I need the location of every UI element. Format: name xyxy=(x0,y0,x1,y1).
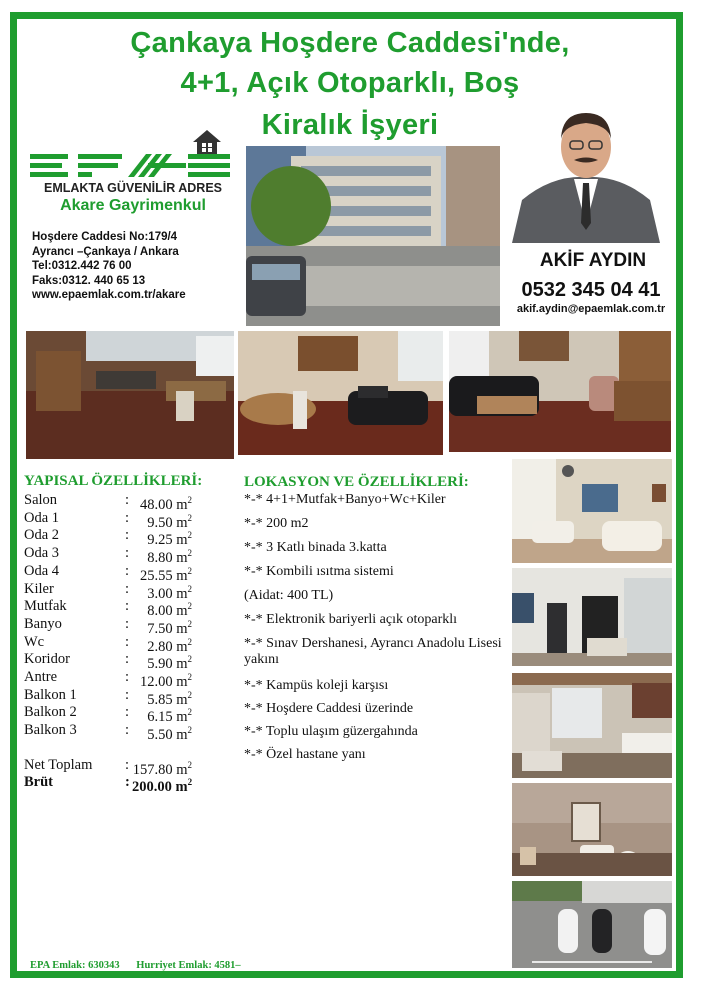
room-name: Antre xyxy=(24,669,58,685)
room-photo-hall xyxy=(512,568,672,666)
feature-item: *-* Elektronik bariyerli açık otoparklı xyxy=(244,612,458,627)
room-colon: : xyxy=(125,774,130,790)
room-area-value: 9.50 xyxy=(147,514,173,531)
room-colon: : xyxy=(125,686,130,703)
feature-item: *-* 4+1+Mutfak+Banyo+Wc+Kiler xyxy=(244,492,446,507)
parking-photo xyxy=(512,881,672,968)
room-photo-kitchen xyxy=(512,673,672,778)
area-unit-exponent: 2 xyxy=(187,707,192,718)
area-unit: m xyxy=(176,549,188,566)
area-unit: m xyxy=(176,532,188,549)
room-area-value: 12.00 xyxy=(139,673,173,690)
feature-item: *-* 3 Katlı binada 3.katta xyxy=(244,540,387,555)
area-unit: m xyxy=(176,585,188,602)
room-colon: : xyxy=(125,598,130,615)
room-name: Net Toplam xyxy=(24,757,93,773)
room-name: Oda 2 xyxy=(24,527,60,544)
room-area-value: 48.00 xyxy=(139,496,173,513)
room-colon: : xyxy=(125,580,130,597)
area-unit-exponent: 2 xyxy=(187,777,193,787)
area-unit: m xyxy=(176,709,188,726)
agent-email[interactable]: akif.aydin@epaemlak.com.tr xyxy=(516,303,666,315)
area-unit: m xyxy=(176,691,188,708)
room-colon: : xyxy=(125,527,130,544)
area-unit: m xyxy=(176,638,188,655)
epa-listing-no: EPA Emlak: 630343 xyxy=(30,960,120,971)
area-unit-exponent: 2 xyxy=(187,601,192,612)
room-name: Balkon 1 xyxy=(24,686,77,703)
area-unit-exponent: 2 xyxy=(187,618,192,629)
area-unit-exponent: 2 xyxy=(187,565,192,576)
room-name: Kiler xyxy=(24,580,54,597)
building-photo xyxy=(246,146,500,326)
room-area-value: 8.00 xyxy=(147,603,173,620)
room-area-value: 8.80 xyxy=(147,549,173,566)
area-unit-exponent: 2 xyxy=(187,583,192,594)
room-colon: : xyxy=(125,545,130,562)
area-unit: m xyxy=(176,496,188,513)
feature-item: *-* Toplu ulaşım güzergahında xyxy=(244,724,418,739)
area-unit-exponent: 2 xyxy=(187,530,192,541)
area-unit-exponent: 2 xyxy=(187,495,192,505)
area-unit-exponent: 2 xyxy=(187,512,192,523)
area-unit-exponent: 2 xyxy=(187,725,192,736)
room-area-value: 7.50 xyxy=(147,620,173,637)
room-name: Balkon 2 xyxy=(24,704,77,721)
room-area-value: 6.15 xyxy=(147,709,173,726)
address-line-2: Ayrancı –Çankaya / Ankara xyxy=(32,245,179,258)
room-photo-living xyxy=(512,459,672,563)
office-photo-2 xyxy=(238,331,443,455)
office-contact xyxy=(32,230,186,303)
room-name: Wc xyxy=(24,633,45,650)
office-phone: Tel:0312.442 76 00 xyxy=(32,260,132,272)
feature-item: (Aidat: 400 TL) xyxy=(244,588,334,603)
room-name: Oda 3 xyxy=(24,545,60,562)
area-unit-exponent: 2 xyxy=(187,689,192,700)
area-unit-exponent: 2 xyxy=(187,654,192,665)
hurriyet-listing-no: Hurriyet Emlak: 4581– xyxy=(136,960,241,971)
area-unit: m xyxy=(176,673,188,690)
room-name: Salon xyxy=(24,492,58,508)
house-icon xyxy=(191,128,223,156)
feature-item: *-* Özel hastane yanı xyxy=(244,747,366,762)
room-area-value: 25.55 xyxy=(139,567,173,584)
area-unit-exponent: 2 xyxy=(187,636,192,647)
title-line-1: Çankaya Hoşdere Caddesi'nde, xyxy=(130,27,570,59)
room-colon: : xyxy=(125,492,130,508)
title-line-2: 4+1, Açık Otoparklı, Boş xyxy=(180,67,520,99)
room-area xyxy=(132,721,192,744)
logo-tagline: EMLAKTA GÜVENİLİR ADRES xyxy=(43,181,222,195)
room-colon: : xyxy=(125,562,130,579)
room-name: Banyo xyxy=(24,615,62,632)
room-area xyxy=(132,773,192,796)
room-colon: : xyxy=(125,651,130,668)
agent-portrait xyxy=(512,105,660,243)
room-colon: : xyxy=(125,757,130,773)
room-colon: : xyxy=(125,509,130,526)
room-name: Mutfak xyxy=(24,598,67,615)
area-unit: m xyxy=(176,656,188,673)
area-unit: m xyxy=(176,761,188,778)
room-name: Brüt xyxy=(24,774,53,790)
room-colon: : xyxy=(125,722,130,739)
room-name: Oda 1 xyxy=(24,509,60,526)
area-unit: m xyxy=(176,726,188,743)
area-unit-exponent: 2 xyxy=(187,672,192,682)
office-fax: Faks:0312. 440 65 13 xyxy=(32,274,146,287)
room-area-value: 2.80 xyxy=(147,638,173,655)
feature-item: *-* Sınav Dershanesi, Ayrancı Anadolu Lisesi yakını xyxy=(244,636,502,667)
area-unit: m xyxy=(175,778,188,795)
room-colon: : xyxy=(125,704,130,721)
agent-name: AKİF AYDIN xyxy=(539,250,647,271)
room-colon: : xyxy=(125,669,130,685)
logo-subtitle: Akare Gayrimenkul xyxy=(60,197,206,214)
area-unit: m xyxy=(176,603,188,620)
area-unit: m xyxy=(176,620,188,637)
room-area-value: 5.85 xyxy=(147,691,173,708)
address-line-1: Hoşdere Caddesi No:179/4 xyxy=(32,231,178,243)
office-website[interactable]: www.epaemlak.com.tr/akare xyxy=(32,289,186,301)
title-line-3: Kiralık İşyeri xyxy=(261,109,439,141)
area-unit-exponent: 2 xyxy=(187,760,192,770)
room-colon: : xyxy=(125,615,130,632)
area-unit: m xyxy=(176,514,188,531)
room-colon: : xyxy=(125,633,130,650)
room-area-value: 200.00 xyxy=(132,778,172,795)
location-heading: LOKASYON VE ÖZELLİKLERİ: xyxy=(244,474,469,490)
office-photo-3 xyxy=(449,331,671,452)
footer xyxy=(30,960,255,971)
feature-item: *-* Hoşdere Caddesi üzerinde xyxy=(244,701,414,716)
office-photo-1 xyxy=(26,331,234,459)
area-unit: m xyxy=(176,567,188,584)
feature-item: *-* Kombili ısıtma sistemi xyxy=(244,564,394,579)
room-area-value: 9.25 xyxy=(147,532,173,549)
feature-item: *-* Kampüs koleji karşısı xyxy=(244,678,389,693)
room-photo-bathroom xyxy=(512,783,672,876)
room-area-value: 5.90 xyxy=(147,656,173,673)
epa-wordmark-icon xyxy=(28,152,233,180)
feature-item: *-* 200 m2 xyxy=(244,516,309,531)
room-area-value: 5.50 xyxy=(147,726,173,743)
room-area-value: 157.80 xyxy=(132,761,173,778)
room-name: Oda 4 xyxy=(24,562,60,579)
room-name: Balkon 3 xyxy=(24,722,77,739)
room-name: Koridor xyxy=(24,651,70,668)
structure-heading: YAPISAL ÖZELLİKLERİ: xyxy=(24,473,203,489)
agent-phone[interactable]: 0532 345 04 41 xyxy=(521,279,661,301)
area-unit-exponent: 2 xyxy=(187,548,192,559)
room-area-value: 3.00 xyxy=(147,585,173,602)
